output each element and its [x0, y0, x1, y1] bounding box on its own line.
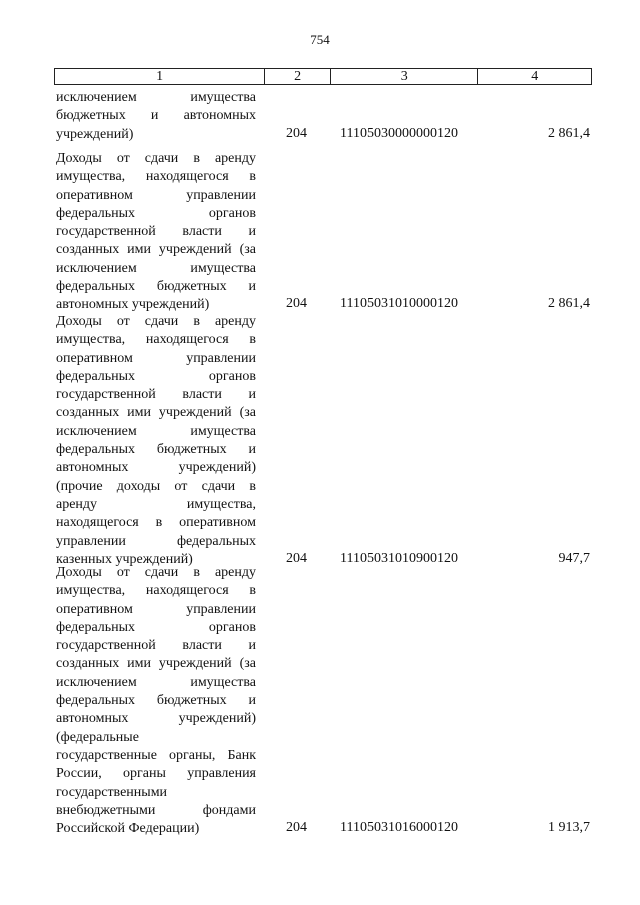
- description-line: учреждений): [56, 126, 134, 142]
- description-line: (федеральные: [56, 729, 139, 745]
- description-line: исключением имущества: [56, 674, 256, 690]
- description-line: федеральных органов: [56, 205, 256, 221]
- description-line: автономных учреждений): [56, 460, 256, 476]
- description-line: исключением имущества: [56, 260, 256, 276]
- description-line: исключением имущества: [56, 90, 256, 105]
- description-line: (прочие доходы от сдачи в: [56, 478, 256, 494]
- description-line: созданных ими учреждений (за: [56, 405, 256, 421]
- description-line: федеральных органов: [56, 368, 256, 384]
- header-col-3: 3: [331, 69, 478, 84]
- header-col-2: 2: [265, 69, 331, 84]
- description-line: казенных учреждений): [56, 551, 193, 567]
- row-code: 11105031010000120: [340, 296, 458, 312]
- description-line: Доходы от сдачи в аренду: [56, 565, 256, 580]
- row-amount: 1 913,7: [548, 820, 590, 836]
- row-col-2: 204: [286, 820, 307, 836]
- description-line: имущества, находящегося в: [56, 583, 256, 599]
- description-line: автономных учреждений): [56, 711, 256, 727]
- row-description: [56, 313, 256, 569]
- description-line: государственными: [56, 784, 168, 800]
- description-line: федеральных бюджетных и: [56, 442, 256, 458]
- description-line: имущества, находящегося в: [56, 332, 256, 348]
- row-col-2: 204: [286, 296, 307, 312]
- description-line: государственные органы, Банк: [56, 747, 256, 763]
- table-header: [54, 68, 592, 85]
- description-line: оперативном управлении: [56, 350, 256, 366]
- description-line: Доходы от сдачи в аренду: [56, 151, 256, 166]
- description-line: России, органы управления: [56, 766, 256, 782]
- header-col-1: 1: [55, 69, 265, 84]
- row-code: 11105031016000120: [340, 820, 458, 836]
- row-description: [56, 89, 256, 144]
- description-line: автономных учреждений): [56, 297, 210, 313]
- row-description: [56, 564, 256, 838]
- description-line: созданных ими учреждений (за: [56, 656, 256, 672]
- description-line: федеральных бюджетных и: [56, 693, 256, 709]
- description-line: имущества, находящегося в: [56, 169, 256, 185]
- description-line: федеральных органов: [56, 619, 256, 635]
- row-code: 11105030000000120: [340, 125, 458, 141]
- description-line: Доходы от сдачи в аренду: [56, 314, 256, 329]
- row-col-2: 204: [286, 125, 307, 141]
- description-line: находящегося в оперативном: [56, 515, 256, 531]
- row-amount: 2 861,4: [548, 296, 590, 312]
- description-line: федеральных бюджетных и: [56, 279, 256, 295]
- row-code: 11105031010900120: [340, 550, 458, 566]
- description-line: государственной власти и: [56, 387, 256, 403]
- description-line: управлении федеральных: [56, 533, 256, 549]
- description-line: государственной власти и: [56, 638, 256, 654]
- row-amount: 947,7: [558, 550, 590, 566]
- row-col-2: 204: [286, 550, 307, 566]
- row-amount: 2 861,4: [548, 125, 590, 141]
- header-col-4: 4: [531, 69, 539, 84]
- row-description: [56, 150, 256, 315]
- description-line: внебюджетными фондами: [56, 802, 256, 818]
- description-line: оперативном управлении: [56, 187, 256, 203]
- description-line: бюджетных и автономных: [56, 108, 256, 124]
- description-line: оперативном управлении: [56, 601, 256, 617]
- description-line: созданных ими учреждений (за: [56, 242, 256, 258]
- page-number: 754: [310, 32, 330, 47]
- description-line: Российской Федерации): [56, 821, 200, 837]
- description-line: исключением имущества: [56, 423, 256, 439]
- description-line: аренду имущества,: [56, 496, 256, 512]
- description-line: государственной власти и: [56, 224, 256, 240]
